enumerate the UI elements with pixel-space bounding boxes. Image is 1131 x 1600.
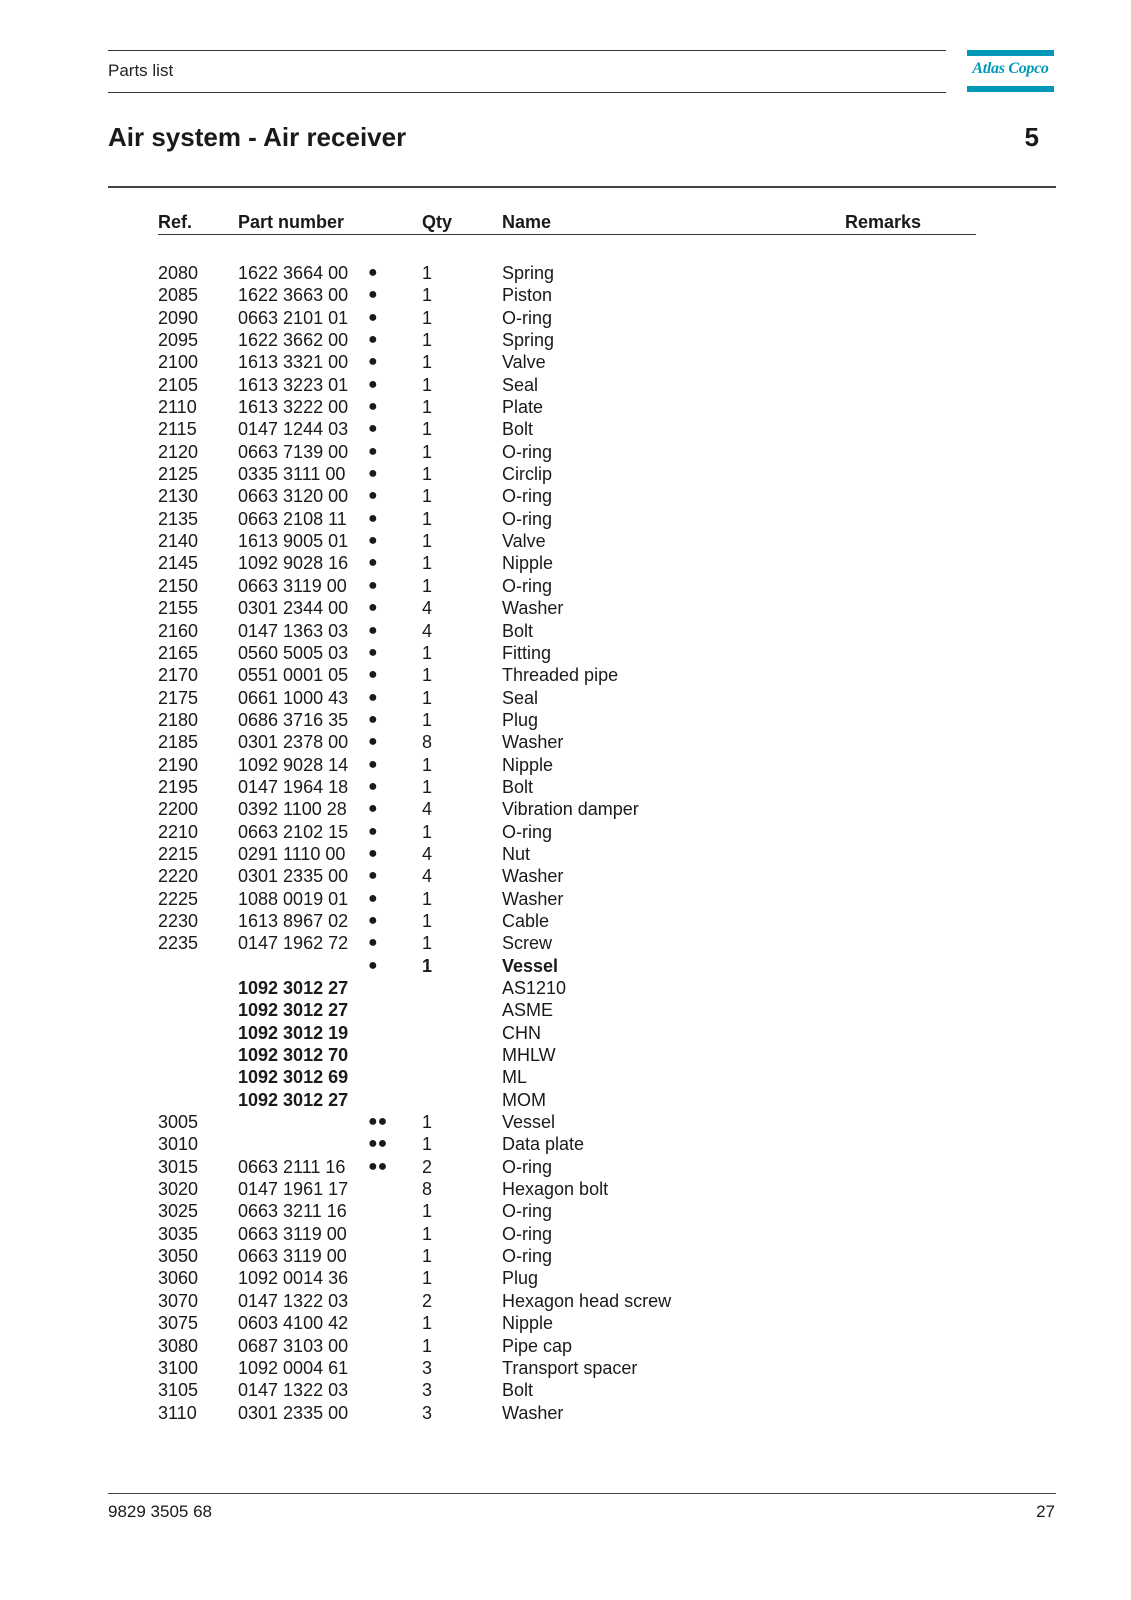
table-row (0, 1178, 1131, 1200)
part-number-cell: 1622 3662 00 (238, 330, 349, 351)
chapter-number: 5 (1024, 122, 1039, 152)
kit-marker: ● (368, 777, 378, 795)
table-row (0, 1022, 1131, 1044)
part-number-cell: 0147 1322 03 (238, 1290, 349, 1311)
table-row (0, 1245, 1131, 1267)
table-row (0, 888, 1131, 910)
kit-marker: ● (368, 733, 378, 751)
part-number-cell: 0663 3119 00 (238, 575, 347, 596)
part-number-cell: 1088 0019 01 (238, 888, 349, 909)
qty-cell: 8 (422, 732, 433, 753)
qty-cell: 1 (422, 665, 433, 686)
kit-marker: ●● (368, 1113, 388, 1131)
qty-cell: 1 (422, 888, 433, 909)
name-cell: Spring (502, 330, 555, 351)
kit-marker: ● (368, 822, 378, 840)
part-number-cell: 0147 1363 03 (238, 620, 349, 641)
table-row (0, 441, 1131, 463)
kit-marker: ● (368, 643, 378, 661)
part-number-cell: 0301 2335 00 (238, 1402, 349, 1423)
name-cell: Piston (502, 285, 553, 306)
name-cell: Data plate (502, 1134, 585, 1155)
name-cell: O-ring (502, 821, 553, 842)
ref-cell: 3050 (158, 1246, 199, 1267)
kit-marker: ● (368, 889, 378, 907)
name-cell: O-ring (502, 486, 553, 507)
qty-cell: 1 (422, 464, 433, 485)
name-cell: Fitting (502, 642, 552, 663)
ref-cell: 2120 (158, 441, 199, 462)
ref-cell: 3070 (158, 1290, 199, 1311)
qty-cell: 1 (422, 933, 433, 954)
kit-marker: ● (368, 621, 378, 639)
parts-table (0, 262, 1131, 1424)
logo-top-bar (967, 50, 1054, 56)
kit-marker: ● (368, 532, 378, 550)
name-cell: Vessel (502, 1112, 556, 1133)
name-cell: Washer (502, 888, 564, 909)
qty-cell: 1 (422, 776, 433, 797)
ref-cell: 2170 (158, 665, 199, 686)
table-row (0, 932, 1131, 954)
part-number-cell: 0663 3211 16 (238, 1201, 347, 1222)
table-row (0, 374, 1131, 396)
ref-cell: 2140 (158, 531, 199, 552)
part-number-cell: 1092 9028 16 (238, 553, 349, 574)
table-row (0, 1044, 1131, 1066)
name-cell: Seal (502, 374, 539, 395)
kit-marker: ● (368, 554, 378, 572)
qty-cell: 1 (422, 419, 433, 440)
ref-cell: 2200 (158, 799, 199, 820)
table-row (0, 798, 1131, 820)
name-cell: Washer (502, 866, 564, 887)
kit-marker: ● (368, 755, 378, 773)
column-header-part-number: Part number (238, 212, 345, 232)
name-cell: Spring (502, 263, 555, 283)
ref-cell: 3025 (158, 1201, 199, 1222)
qty-cell: 1 (422, 642, 433, 663)
name-cell: ASME (502, 1000, 554, 1021)
qty-cell: 1 (422, 285, 433, 306)
name-cell: O-ring (502, 575, 553, 596)
part-number-cell: 0661 1000 43 (238, 687, 349, 708)
table-row (0, 552, 1131, 574)
name-cell: Plug (502, 709, 539, 730)
name-cell: Nut (502, 843, 531, 864)
part-number-cell: 0663 2102 15 (238, 821, 349, 842)
name-cell: Hexagon bolt (502, 1179, 609, 1200)
part-number-cell: 0392 1100 28 (238, 799, 347, 820)
part-number-cell: 1092 9028 14 (238, 754, 349, 775)
ref-cell: 3110 (158, 1402, 197, 1423)
table-row (0, 999, 1131, 1021)
qty-cell: 1 (422, 821, 433, 842)
name-cell: Washer (502, 1402, 564, 1423)
kit-marker: ● (368, 420, 378, 438)
table-row (0, 1111, 1131, 1133)
qty-cell: 4 (422, 866, 433, 887)
part-number-cell: 0663 7139 00 (238, 441, 349, 462)
part-number-cell: 0603 4100 42 (238, 1313, 349, 1334)
part-number-cell: 1613 3222 00 (238, 397, 349, 418)
qty-cell: 1 (422, 352, 433, 373)
part-number-cell: 0560 5005 03 (238, 642, 349, 663)
table-row (0, 329, 1131, 351)
kit-marker: ● (368, 398, 378, 416)
table-row (0, 910, 1131, 932)
table-row (0, 1223, 1131, 1245)
part-number-cell: 1622 3663 00 (238, 285, 349, 306)
name-cell: Plate (502, 397, 544, 418)
name-cell: O-ring (502, 307, 553, 328)
qty-cell: 1 (422, 687, 433, 708)
name-cell: Threaded pipe (502, 665, 619, 686)
page-title: Air system - Air receiver (108, 122, 407, 152)
part-number-cell: 1092 3012 27 (238, 1000, 349, 1021)
name-cell: Hexagon head screw (502, 1290, 672, 1311)
ref-cell: 2100 (158, 352, 199, 373)
qty-cell: 1 (422, 330, 433, 351)
kit-marker: ● (368, 956, 378, 974)
qty-cell: 1 (422, 1112, 433, 1133)
name-cell: Valve (502, 352, 546, 373)
table-row (0, 530, 1131, 552)
kit-marker: ● (368, 599, 378, 617)
ref-cell: 2155 (158, 598, 199, 619)
qty-cell: 1 (422, 1201, 433, 1222)
ref-cell: 2125 (158, 464, 199, 485)
kit-marker: ● (368, 487, 378, 505)
part-number-cell: 0301 2378 00 (238, 732, 349, 753)
name-cell: AS1210 (502, 978, 567, 998)
name-cell: Seal (502, 687, 539, 708)
column-header-ref: Ref. (158, 212, 193, 232)
ref-cell: 2090 (158, 307, 199, 328)
qty-cell: 1 (422, 441, 433, 462)
table-row (0, 1335, 1131, 1357)
name-cell: CHN (502, 1022, 541, 1043)
qty-cell: 1 (422, 508, 433, 529)
ref-cell: 2130 (158, 486, 199, 507)
kit-marker: ● (368, 442, 378, 460)
ref-cell: 2175 (158, 687, 199, 708)
ref-cell: 3005 (158, 1112, 199, 1133)
name-cell: O-ring (502, 441, 553, 462)
ref-cell: 2135 (158, 508, 199, 529)
name-cell: Vibration damper (502, 799, 639, 820)
table-row (0, 642, 1131, 664)
qty-cell: 3 (422, 1357, 433, 1378)
name-cell: Valve (502, 531, 546, 552)
qty-cell: 4 (422, 843, 433, 864)
name-cell: ML (502, 1067, 528, 1088)
kit-marker: ● (368, 331, 378, 349)
document-number: 9829 3505 68 (108, 1502, 212, 1521)
table-row (0, 1066, 1131, 1088)
part-number-cell: 1613 8967 02 (238, 910, 349, 931)
qty-cell: 1 (422, 531, 433, 552)
qty-cell: 1 (422, 754, 433, 775)
name-cell: Nipple (502, 754, 554, 775)
table-row (0, 284, 1131, 306)
qty-cell: 1 (422, 1335, 433, 1356)
ref-cell: 2230 (158, 910, 199, 931)
qty-cell: 4 (422, 598, 433, 619)
ref-cell: 2220 (158, 866, 199, 887)
part-number-cell: 0663 3119 00 (238, 1246, 347, 1267)
table-row (0, 865, 1131, 887)
table-row (0, 351, 1131, 373)
kit-marker: ● (368, 353, 378, 371)
name-cell: Nipple (502, 553, 554, 574)
ref-cell: 2210 (158, 821, 199, 842)
qty-cell: 2 (422, 1156, 433, 1177)
table-row (0, 731, 1131, 753)
part-number-cell: 1613 3321 00 (238, 352, 349, 373)
qty-cell: 1 (422, 910, 433, 931)
logo-bottom-bar (967, 86, 1054, 92)
table-row (0, 418, 1131, 440)
kit-marker: ● (368, 308, 378, 326)
name-cell: Screw (502, 933, 553, 954)
column-header-qty: Qty (422, 212, 453, 232)
name-cell: O-ring (502, 508, 553, 529)
table-row (0, 754, 1131, 776)
ref-cell: 3060 (158, 1268, 199, 1289)
part-number-cell: 0147 1964 18 (238, 776, 349, 797)
kit-marker: ● (368, 286, 378, 304)
ref-cell: 2185 (158, 732, 199, 753)
kit-marker: ● (368, 934, 378, 952)
table-row (0, 1200, 1131, 1222)
name-cell: Washer (502, 598, 564, 619)
part-number-cell: 0687 3103 00 (238, 1335, 349, 1356)
table-row (0, 485, 1131, 507)
part-number-cell: 0663 3119 00 (238, 1223, 347, 1244)
kit-marker: ● (368, 800, 378, 818)
table-header-rule (158, 234, 976, 235)
kit-marker: ● (368, 576, 378, 594)
name-cell: O-ring (502, 1156, 553, 1177)
table-row (0, 1357, 1131, 1379)
ref-cell: 2110 (158, 397, 197, 418)
table-row (0, 1402, 1131, 1424)
qty-cell: 4 (422, 620, 433, 641)
table-row (0, 508, 1131, 530)
ref-cell: 2225 (158, 888, 199, 909)
table-row (0, 687, 1131, 709)
qty-cell: 4 (422, 799, 433, 820)
page-number: 27 (1036, 1502, 1055, 1521)
ref-cell: 2180 (158, 709, 199, 730)
ref-cell: 3100 (158, 1357, 199, 1378)
ref-cell: 2215 (158, 843, 199, 864)
part-number-cell: 0147 1961 17 (238, 1179, 349, 1200)
table-row (0, 463, 1131, 485)
title-rule (108, 186, 1056, 188)
table-row (0, 1156, 1131, 1178)
ref-cell: 2150 (158, 575, 199, 596)
part-number-cell: 0663 2111 16 (238, 1156, 346, 1177)
qty-cell: 3 (422, 1402, 433, 1423)
part-number-cell: 0663 2108 11 (238, 508, 347, 529)
kit-marker: ● (368, 911, 378, 929)
part-number-cell: 0301 2335 00 (238, 866, 349, 887)
part-number-cell: 0147 1244 03 (238, 419, 349, 440)
kit-marker: ● (368, 844, 378, 862)
kit-marker: ● (368, 688, 378, 706)
part-number-cell: 0663 2101 01 (238, 307, 349, 328)
name-cell: Transport spacer (502, 1357, 638, 1378)
kit-marker: ● (368, 465, 378, 483)
atlas-copco-logo (967, 50, 1054, 92)
table-row (0, 843, 1131, 865)
name-cell: Pipe cap (502, 1335, 573, 1356)
qty-cell: 1 (422, 374, 433, 395)
part-number-cell: 0551 0001 05 (238, 665, 349, 686)
table-row (0, 1379, 1131, 1401)
kit-marker: ● (368, 867, 378, 885)
kit-marker: ●● (368, 1135, 388, 1153)
kit-marker: ●● (368, 1157, 388, 1175)
part-number-cell: 0686 3716 35 (238, 709, 349, 730)
ref-cell: 3015 (158, 1156, 199, 1177)
part-number-cell: 0335 3111 00 (238, 464, 346, 485)
ref-cell: 3080 (158, 1335, 199, 1356)
part-number-cell: 1092 3012 27 (238, 1089, 349, 1110)
ref-cell: 2160 (158, 620, 199, 641)
table-row (0, 1312, 1131, 1334)
table-row (0, 575, 1131, 597)
name-cell: Bolt (502, 419, 534, 440)
ref-cell: 2085 (158, 285, 199, 306)
name-cell: O-ring (502, 1201, 553, 1222)
ref-cell: 2165 (158, 642, 199, 663)
qty-cell: 1 (422, 709, 433, 730)
column-header-name: Name (502, 212, 552, 232)
part-number-cell: 1092 3012 19 (238, 1022, 349, 1043)
part-number-cell: 1092 3012 69 (238, 1067, 349, 1088)
qty-cell: 1 (422, 955, 433, 976)
ref-cell: 2105 (158, 374, 199, 395)
table-row (0, 1267, 1131, 1289)
ref-cell: 2235 (158, 933, 199, 954)
part-number-cell: 0147 1322 03 (238, 1380, 349, 1401)
kit-marker: ● (368, 375, 378, 393)
table-row (0, 1133, 1131, 1155)
qty-cell: 1 (422, 486, 433, 507)
table-row (0, 977, 1131, 999)
part-number-cell: 1613 9005 01 (238, 531, 349, 552)
name-cell: Nipple (502, 1313, 554, 1334)
qty-cell: 1 (422, 575, 433, 596)
footer-rule (108, 1493, 1056, 1494)
qty-cell: 1 (422, 1268, 433, 1289)
ref-cell: 3010 (158, 1134, 199, 1155)
part-number-cell: 0663 3120 00 (238, 486, 349, 507)
ref-cell: 2190 (158, 754, 199, 775)
name-cell: Cable (502, 910, 550, 931)
ref-cell: 2115 (158, 419, 197, 440)
table-row (0, 776, 1131, 798)
qty-cell: 1 (422, 1134, 433, 1155)
table-row (0, 1089, 1131, 1111)
name-cell: Washer (502, 732, 564, 753)
ref-cell: 3035 (158, 1223, 199, 1244)
ref-cell: 2195 (158, 776, 199, 797)
table-row (0, 597, 1131, 619)
table-row (0, 709, 1131, 731)
name-cell: Bolt (502, 776, 534, 797)
name-cell: O-ring (502, 1246, 553, 1267)
ref-cell: 3105 (158, 1380, 199, 1401)
qty-cell: 2 (422, 1290, 433, 1311)
name-cell: Plug (502, 1268, 539, 1289)
part-number-cell: 1613 3223 01 (238, 374, 349, 395)
table-row (0, 262, 1131, 284)
kit-marker: ● (368, 264, 378, 281)
table-row (0, 1290, 1131, 1312)
qty-cell: 1 (422, 307, 433, 328)
name-cell: O-ring (502, 1223, 553, 1244)
table-row (0, 307, 1131, 329)
part-number-cell: 0291 1110 00 (238, 843, 346, 864)
table-row (0, 664, 1131, 686)
part-number-cell: 0301 2344 00 (238, 598, 349, 619)
kit-marker: ● (368, 509, 378, 527)
logo-text: Atlas Copco (972, 60, 1049, 77)
ref-cell: 2080 (158, 263, 199, 283)
name-cell: Vessel (502, 955, 559, 976)
part-number-cell: 1092 0014 36 (238, 1268, 349, 1289)
qty-cell: 8 (422, 1179, 433, 1200)
table-row (0, 396, 1131, 418)
part-number-cell: 1092 3012 27 (238, 978, 349, 998)
header-top-rule (108, 50, 946, 51)
ref-cell: 2145 (158, 553, 199, 574)
table-row (0, 955, 1131, 977)
qty-cell: 3 (422, 1380, 433, 1401)
ref-cell: 2095 (158, 330, 199, 351)
qty-cell: 1 (422, 263, 433, 283)
name-cell: Bolt (502, 620, 534, 641)
kit-marker: ● (368, 666, 378, 684)
part-number-cell: 1092 3012 70 (238, 1045, 349, 1066)
qty-cell: 1 (422, 1223, 433, 1244)
part-number-cell: 0147 1962 72 (238, 933, 349, 954)
part-number-cell: 1092 0004 61 (238, 1357, 349, 1378)
ref-cell: 3020 (158, 1179, 199, 1200)
name-cell: MOM (502, 1089, 546, 1110)
name-cell: Bolt (502, 1380, 534, 1401)
qty-cell: 1 (422, 1246, 433, 1267)
section-label: Parts list (108, 61, 174, 80)
qty-cell: 1 (422, 553, 433, 574)
header-bottom-rule (108, 92, 946, 93)
kit-marker: ● (368, 710, 378, 728)
qty-cell: 1 (422, 397, 433, 418)
table-row (0, 620, 1131, 642)
qty-cell: 1 (422, 1313, 433, 1334)
name-cell: MHLW (502, 1045, 556, 1066)
column-header-remarks: Remarks (845, 212, 922, 232)
name-cell: Circlip (502, 464, 553, 485)
part-number-cell: 1622 3664 00 (238, 263, 349, 283)
ref-cell: 3075 (158, 1313, 199, 1334)
table-row (0, 821, 1131, 843)
